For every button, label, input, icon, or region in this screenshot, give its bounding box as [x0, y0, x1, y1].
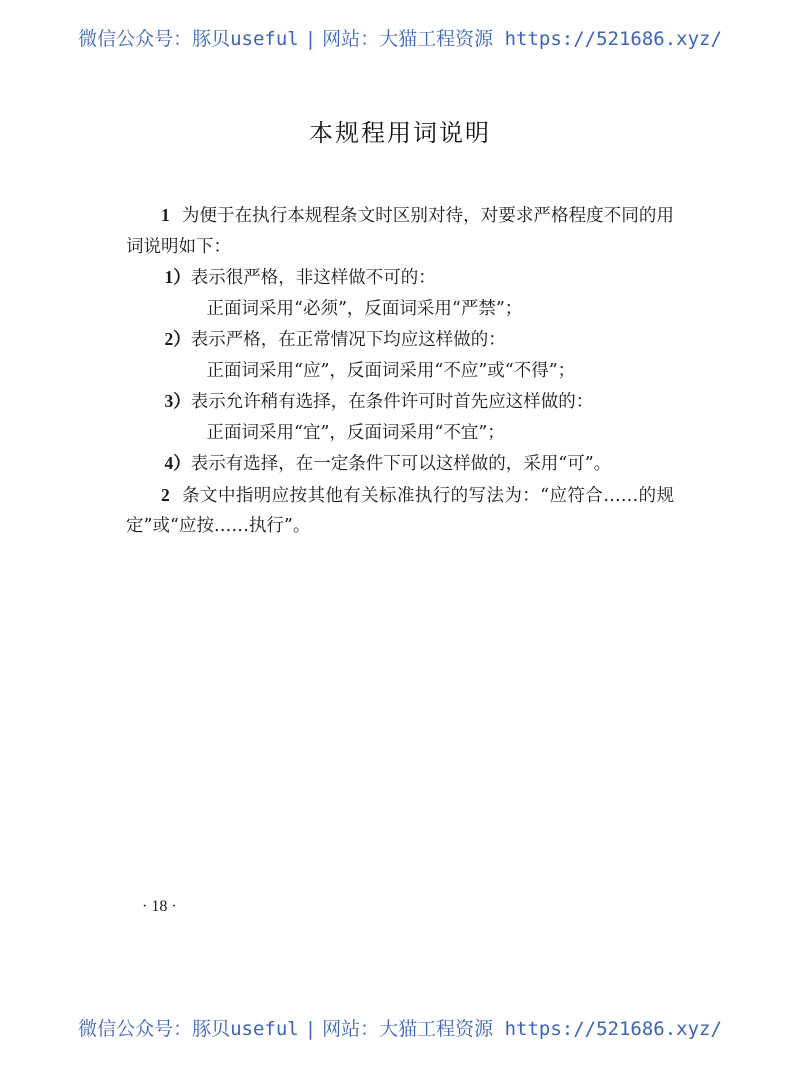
list-item-3-detail: 正面词采用“宜”，反面词采用“不宜”； [206, 422, 505, 443]
watermark-wechat: 微信公众号：豚贝useful [78, 1018, 299, 1040]
list-item-2-detail: 正面词采用“应”，反面词采用“不应”或“不得”； [206, 360, 576, 381]
list-item-1 [126, 262, 674, 294]
list-item-3 [126, 386, 674, 418]
list-item-1-detail: 正面词采用“必须”，反面词采用“严禁”； [206, 298, 523, 319]
list-item-3-text: 表示允许稍有选择，在条件许可时首先应这样做的： [190, 392, 594, 412]
page-title: 本规程用词说明 [309, 119, 491, 147]
list-item-1-text: 表示很严格，非这样做不可的： [190, 268, 436, 288]
watermark-footer [0, 1014, 800, 1041]
watermark-wechat: 微信公众号：豚贝useful [78, 28, 299, 50]
page-number: · 18 · [142, 898, 177, 915]
clause-1-number: 1 [161, 205, 170, 225]
watermark-separator: | [304, 1018, 317, 1040]
clause-2-number: 2 [161, 484, 170, 505]
list-item-2-text: 表示严格，在正常情况下均应这样做的： [190, 330, 506, 350]
clause-1-text: 为便于在执行本规程条文时区别对待，对要求严格程度不同的用词说明如下： [126, 206, 674, 257]
clause-2 [126, 480, 674, 542]
watermark-header [0, 24, 800, 51]
list-item-2-number: 2） [164, 329, 191, 349]
list-item-4-number: 4） [164, 453, 191, 473]
clause-2-text: 条文中指明应按其他有关标准执行的写法为：“应符合……的规定”或“应按……执行”。 [126, 485, 674, 536]
list-item-1-number: 1） [164, 267, 191, 287]
list-item-3-number: 3） [164, 391, 191, 411]
clause-1 [126, 200, 674, 262]
watermark-site: 网站：大猫工程资源 https://521686.xyz/ [322, 1018, 722, 1040]
watermark-separator: | [304, 28, 317, 50]
watermark-site: 网站：大猫工程资源 https://521686.xyz/ [322, 28, 722, 50]
document-body [126, 200, 674, 542]
list-item-4 [126, 448, 674, 480]
list-item-4-text: 表示有选择，在一定条件下可以这样做的，采用“可”。 [190, 454, 612, 474]
list-item-2 [126, 324, 674, 356]
